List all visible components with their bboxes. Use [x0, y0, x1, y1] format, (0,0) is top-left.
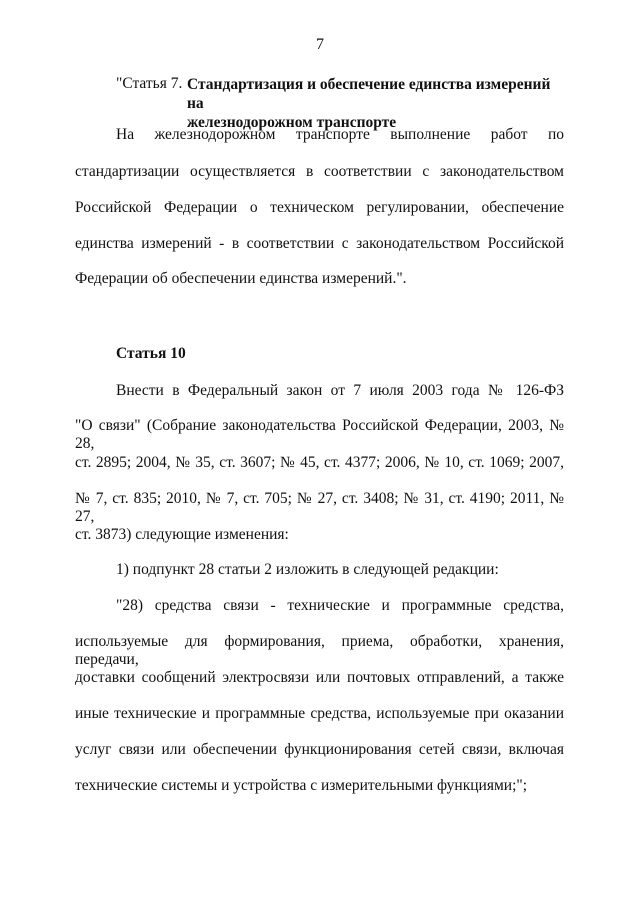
paragraph-line: услуг связи или обеспечении функционирования сетей связи, включая	[75, 741, 564, 758]
article-7-title-line: железнодорожном транспорте	[187, 114, 397, 131]
paragraph-line: Российской Федерации о техническом регулировании, обеспечение	[75, 199, 564, 216]
paragraph-line: ст. 3873) следующие изменения:	[75, 526, 289, 543]
paragraph-line: Федерации об обеспечении единства измерений.".	[75, 270, 407, 287]
paragraph-line: ст. 2895; 2004, № 35, ст. 3607; № 45, ст. 4377; 2006, № 10, ст. 1069; 2007,	[75, 454, 564, 471]
paragraph-line: единства измерений - в соответствии с законодательством Российской	[75, 235, 564, 252]
paragraph-line: технические системы и устройства с измерительными функциями;";	[75, 777, 528, 794]
paragraph-line: доставки сообщений электросвязи или почтовых отправлений, а также	[75, 669, 564, 686]
paragraph-line: "О связи" (Собрание законодательства Российской Федерации, 2003, № 28,	[75, 417, 564, 452]
paragraph-line: стандартизации осуществляется в соответствии с законодательством	[75, 163, 564, 180]
paragraph-line: Внести в Федеральный закон от 7 июля 2003 года № 126-ФЗ	[116, 382, 564, 399]
article-7-label: "Статья 7.	[116, 75, 183, 92]
paragraph-line: используемые для формирования, приема, обработки, хранения, передачи,	[75, 633, 564, 668]
paragraph-line: "28) средства связи - технические и программные средства,	[116, 597, 564, 614]
list-item: 1) подпункт 28 статьи 2 изложить в следующей редакции:	[116, 561, 499, 578]
paragraph-line: На железнодорожном транспорте выполнение работ по	[116, 126, 564, 143]
paragraph-line: № 7, ст. 835; 2010, № 7, ст. 705; № 27, ст. 3408; № 31, ст. 4190; 2011, № 27,	[75, 490, 564, 525]
page-number: 7	[316, 36, 324, 53]
article-7-title-line: Стандартизация и обеспечение единства измерений на	[187, 76, 551, 112]
article-10-heading: Статья 10	[116, 345, 186, 362]
article-7-title	[187, 75, 567, 132]
paragraph-line: иные технические и программные средства, используемые при оказании	[75, 705, 564, 722]
